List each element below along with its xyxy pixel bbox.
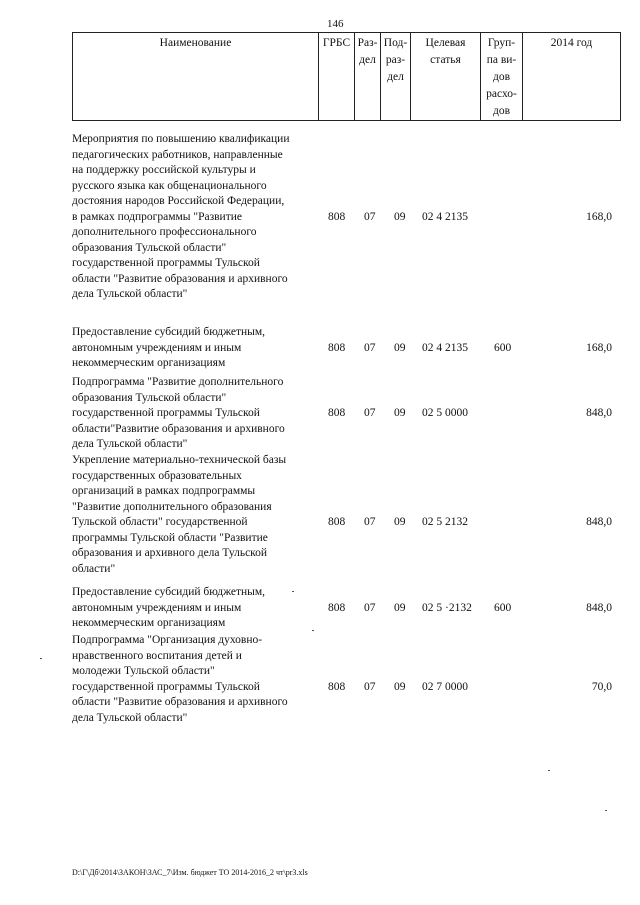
row-name-line: дела Тульской области"	[72, 438, 188, 450]
row-name-line: образования Тульской области"	[72, 241, 227, 254]
cell-expense-group: 600	[494, 601, 512, 614]
row-name-line: некоммерческим организациям	[72, 357, 226, 369]
header-line: раз-	[385, 54, 406, 66]
row-name-line: педагогических работников, направленные	[72, 148, 283, 161]
scan-speck	[605, 810, 607, 811]
row-name-line: Предоставление субсидий бюджетным,	[72, 586, 266, 598]
cell-target-article: 02 5 2132	[422, 516, 468, 528]
cell-target-article: 02 5 ·2132	[422, 601, 472, 614]
cell-grbs: 808	[328, 516, 346, 528]
cell-target-article: 02 4 2135	[422, 210, 468, 223]
cell-target-article: 02 5 0000	[422, 407, 468, 419]
row-name	[72, 453, 318, 577]
cell-razdel: 07	[364, 210, 376, 223]
row-name-line: образования и архивного дела Тульской	[72, 547, 268, 559]
cell-grbs: 808	[328, 407, 346, 419]
scan-speck	[312, 630, 314, 631]
row-name	[72, 325, 318, 372]
row-name-line: достояния народов Российской Федерации,	[72, 195, 285, 207]
row-name-line: Предоставление субсидий бюджетным,	[72, 326, 266, 338]
footer-file-path: D:\Г\Дб\2014\ЗАКОН\ЗАС_7\Изм. бюджет ТО 2014-2016_2 чт\pr3.xls	[72, 868, 308, 877]
header-line: ГРБС	[322, 37, 351, 49]
cell-grbs: 808	[328, 601, 346, 614]
cell-grbs: 808	[328, 341, 346, 354]
cell-podrazdel: 09	[394, 516, 406, 528]
scan-speck	[40, 658, 42, 659]
row-name-line: нравственного воспитания детей и	[72, 649, 242, 662]
row-name-line: "Развитие дополнительного образования	[72, 500, 272, 513]
cell-razdel: 07	[364, 341, 376, 354]
header-line: Наименование	[159, 37, 232, 49]
row-name-line: Мероприятия по повышению квалификации	[72, 133, 290, 145]
cell-amount: 168,0	[586, 341, 612, 354]
cell-podrazdel: 09	[394, 680, 406, 693]
row-name	[72, 132, 318, 303]
row-name-line: дела Тульской области"	[72, 711, 188, 724]
header-razdel	[355, 33, 381, 121]
cell-amount: 848,0	[586, 407, 612, 419]
row-name-line: в рамках подпрограммы "Развитие	[72, 210, 242, 223]
row-name-line: Тульской области" государственной	[72, 516, 248, 528]
row-name-line: на поддержку российской культуры и	[72, 164, 256, 176]
header-target-article	[411, 33, 481, 121]
row-name-line: государственной программы Тульской	[72, 257, 260, 269]
cell-razdel: 07	[364, 407, 376, 419]
row-name-line: Укрепление материально-технической базы	[72, 454, 287, 466]
cell-amount: 848,0	[586, 516, 612, 528]
header-line: Под-	[383, 37, 408, 49]
table-header	[72, 32, 621, 121]
cell-podrazdel: 09	[394, 341, 406, 354]
row-name-line: молодежи Тульской области"	[72, 665, 215, 677]
row-name-line: программы Тульской области "Развитие	[72, 531, 268, 544]
header-year-2014	[523, 33, 621, 121]
row-name-line: дополнительного профессионального	[72, 226, 257, 238]
row-name	[72, 375, 318, 453]
header-line: дел	[359, 54, 376, 66]
header-line: статья	[430, 54, 461, 66]
row-name	[72, 633, 318, 726]
page-number: 146	[327, 18, 344, 30]
cell-amount: 848,0	[586, 601, 612, 614]
header-line: Груп-	[487, 37, 516, 49]
cell-podrazdel: 09	[394, 601, 406, 614]
cell-expense-group: 600	[494, 341, 512, 354]
row-name-line: государственной программы Тульской	[72, 407, 260, 419]
header-line: дов	[492, 105, 511, 117]
scan-speck	[292, 591, 294, 592]
cell-amount: 168,0	[586, 210, 612, 223]
cell-razdel: 07	[364, 680, 376, 693]
row-name-line: образования Тульской области"	[72, 391, 227, 404]
header-podrazdel	[381, 33, 411, 121]
row-name-line: русского языка как общенационального	[72, 179, 267, 192]
row-name-line: дела Тульской области"	[72, 288, 188, 300]
header-expense-group	[481, 33, 523, 121]
row-name	[72, 585, 318, 632]
header-line: Раз-	[357, 37, 378, 49]
cell-razdel: 07	[364, 516, 376, 528]
row-name-line: автономным учреждениям и иным	[72, 341, 242, 354]
scan-speck	[548, 770, 550, 771]
row-name-line: области"	[72, 562, 116, 575]
row-name-line: области "Развитие образования и архивного	[72, 272, 288, 285]
cell-podrazdel: 09	[394, 210, 406, 223]
row-name-line: некоммерческим организациям	[72, 617, 226, 629]
header-line: дов	[492, 71, 511, 83]
header-name	[73, 33, 319, 121]
header-line: па ви-	[486, 54, 517, 66]
cell-target-article: 02 7 0000	[422, 680, 468, 693]
row-name-line: Подпрограмма "Организация духовно-	[72, 634, 263, 646]
header-grbs	[319, 33, 355, 121]
row-name-line: государственной программы Тульской	[72, 680, 260, 693]
header-line: расхо-	[486, 88, 517, 100]
cell-podrazdel: 09	[394, 407, 406, 419]
header-line: Целевая	[425, 37, 466, 49]
cell-razdel: 07	[364, 601, 376, 614]
row-name-line: автономным учреждениям и иным	[72, 601, 242, 614]
cell-amount: 70,0	[591, 680, 612, 693]
header-line: дел	[387, 71, 404, 83]
cell-grbs: 808	[328, 680, 346, 693]
row-name-line: области "Развитие образования и архивного	[72, 696, 288, 708]
header-line: 2014 год	[550, 37, 593, 49]
row-name-line: государственных образовательных	[72, 469, 242, 482]
cell-target-article: 02 4 2135	[422, 341, 468, 354]
row-name-line: организаций в рамках подпрограммы	[72, 485, 256, 497]
row-name-line: области"Развитие образования и архивного	[72, 422, 285, 435]
cell-grbs: 808	[328, 210, 346, 223]
row-name-line: Подпрограмма "Развитие дополнительного	[72, 376, 284, 388]
